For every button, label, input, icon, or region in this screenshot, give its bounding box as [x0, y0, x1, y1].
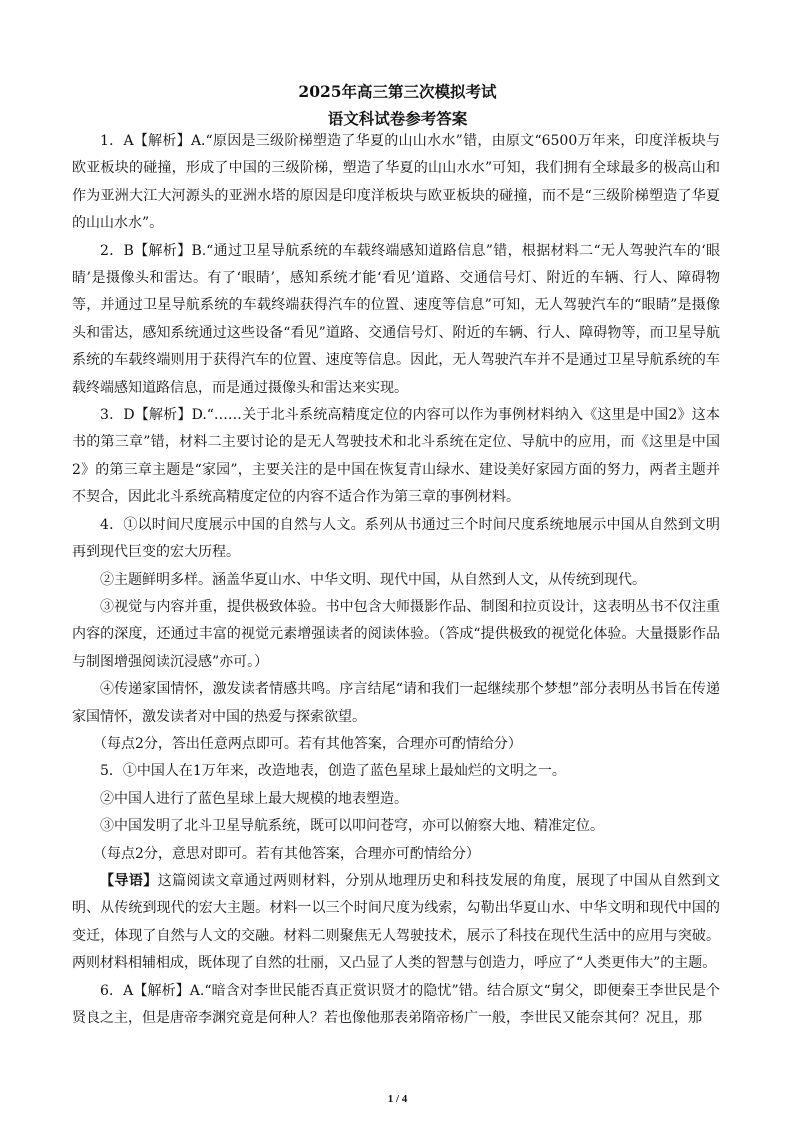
answer-4-point-2: ②主题鲜明多样。涵盖华夏山水、中华文明、现代中国，从自然到人文，从传统到现代。: [100, 571, 646, 588]
answer-5-scoring-note: （每点2分，意思对即可。若有其他答案，合理亦可酌情给分）: [93, 845, 480, 862]
exam-title: 2025年高三第三次模拟考试: [298, 82, 497, 101]
answer-5-point-3: ③中国发明了北斗卫星导航系统，既可以叩问苍穹，亦可以俯察大地、精准定位。: [100, 818, 604, 835]
answer-1: 1．A【解析】A.“原因是三级阶梯塑造了华夏的山山水水”错，由原文“6500万年来，印度洋板块与欧亚板块的碰撞，形成了中国的三级阶梯，塑造了华夏的山山水水”可知，我们拥有全球最多的极高山和作为亚洲大江大河源头的亚洲水塔的原因是印度洋板块与欧亚板块的碰撞，而不是“三级阶梯塑造了华夏的山山水水”。: [72, 133, 720, 232]
answer-5-point-1: 5．①中国人在1万年来，改造地表，创造了蓝色星球上最灿烂的文明之一。: [100, 763, 566, 780]
guide-label: 【导语】: [100, 872, 158, 889]
answer-5-point-2: ②中国人进行了蓝色星球上最大规模的地表塑造。: [100, 790, 408, 807]
answer-4-scoring-note: （每点2分，答出任意两点即可。若有其他答案，合理亦可酌情给分）: [93, 735, 522, 752]
guide-paragraph: [72, 868, 720, 978]
answer-2: 2．B【解析】B.“通过卫星导航系统的车载终端感知道路信息”错，根据材料二“无人驾驶汽车的‘眼睛’是摄像头和雷达。有了‘眼睛’，感知系统才能‘看见’道路、交通信号灯、附近的车辆、行人、障碍物等，并通过卫星导航系统的车载终端获得汽车的位置、速度等信息”可知，无人驾驶汽车的“眼睛”是摄像头和雷达，感知系统通过这些设备“看见”道路、交通信号灯、附近的车辆、行人、障碍物等，而卫星导航系统的车载终端则用于获得汽车的位置、速度等信息。因此，无人驾驶汽车并不是通过卫星导航系统的车载终端感知道路信息，而是通过摄像头和雷达来实现。: [72, 242, 720, 396]
answer-content: [72, 128, 720, 1032]
answer-4-point-1: 4．①以时间尺度展示中国的自然与人文。系列从书通过三个时间尺度系统地展示中国从自然到文明再到现代巨变的宏大历程。: [72, 516, 720, 561]
answer-4-point-4: ④传递家国情怀，激发读者情感共鸣。序言结尾“请和我们一起继续那个梦想”部分表明丛书旨在传递家国情怀，激发读者对中国的热爱与探索欲望。: [72, 681, 720, 725]
page-number: 1 / 4: [387, 1093, 408, 1105]
guide-text: 这篇阅读文章通过两则材料，分别从地理历史和科技发展的角度，展现了中国从自然到文明、从传统到现代的宏大主题。材料一以三个时间尺度为线索，勾勒出华夏山水、中华文明和现代中国的变迁，体现了自然与人文的交融。材料二则聚焦无人驾驶技术，展示了科技在现代生活中的应用与突破。两则材料相辅相成，既体现了自然的壮丽，又凸显了人类的智慧与创造力，呼应了“人类更伟大”的主题。: [72, 872, 721, 972]
answer-key-title: 语文科试卷参考答案: [327, 109, 468, 128]
answer-6: 6．A【解析】A.“暗含对李世民能否真正赏识贤才的隐忧”错。结合原文“舅父，即便秦王李世民是个贤良之主，但是唐帝李渊究竟是何种人？若也像他那表弟隋帝杨广一般，李世民又能奈其何？况且，那: [72, 982, 720, 1026]
answer-3: 3．D【解析】D.“……关于北斗系统高精度定位的内容可以作为事例材料纳入《这里是中国2》这本书的第三章”错，材料二主要讨论的是无人驾驶技术和北斗系统在定位、导航中的应用，而《这里是中国2》的第三章主题是“家园”，主要关注的是中国在恢复青山绿水、建设美好家园方面的努力，两者主题并不契合，因此北斗系统高精度定位的内容不适合作为第三章的事例材料。: [72, 407, 720, 506]
answer-4-point-3: ③视觉与内容并重，提供极致体验。书中包含大师摄影作品、制图和拉页设计，这表明丛书不仅注重内容的深度，还通过丰富的视觉元素增强读者的阅读体验。（答成“提供极致的视觉化体验。大量摄影作品与制图增强阅读沉浸感”亦可。）: [72, 598, 720, 670]
